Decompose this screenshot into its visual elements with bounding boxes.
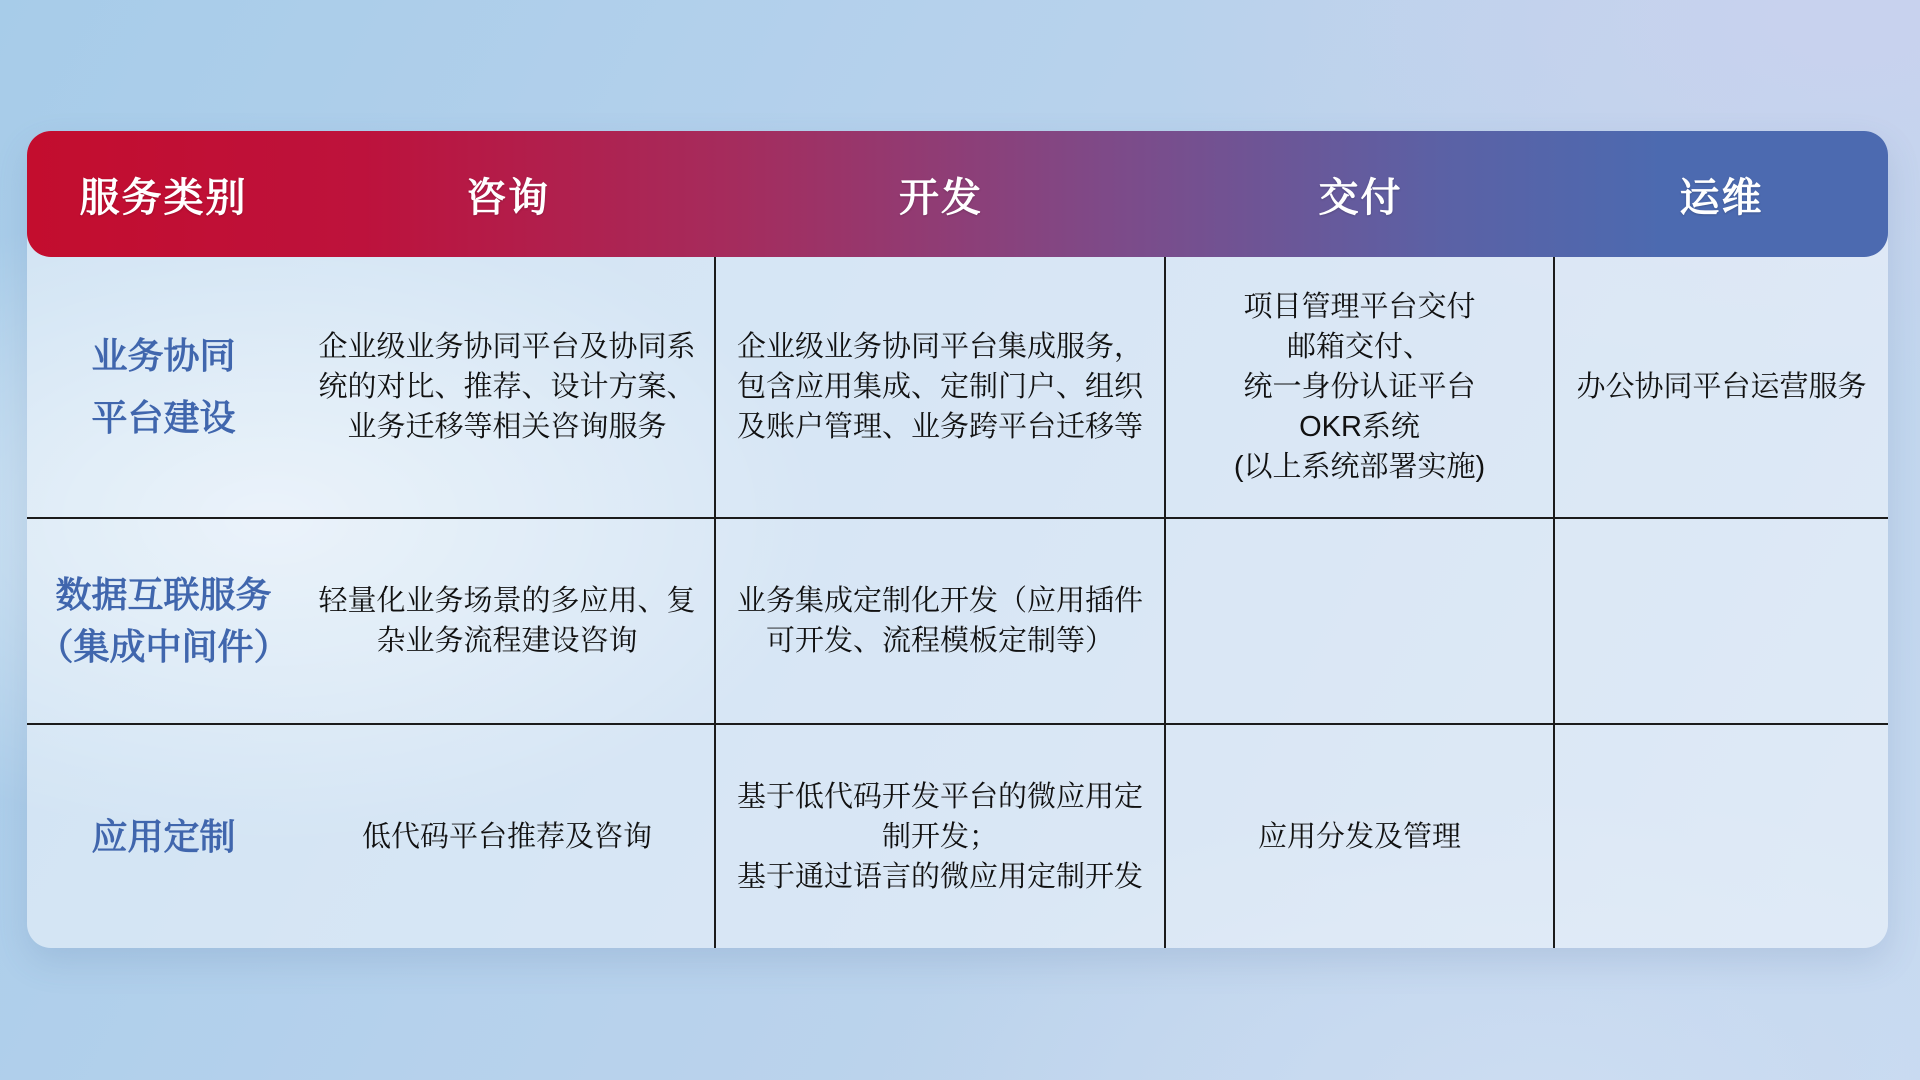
text-line: (以上系统部署实施)	[1233, 451, 1486, 483]
text-line: 低代码平台推荐及咨询	[361, 820, 652, 853]
text-line: 应用定制	[91, 815, 236, 857]
text-line: （集成中间件）	[37, 626, 290, 667]
text-line: 企业级业务协同平台及协同系	[318, 331, 696, 363]
category-cell-app-customization	[27, 723, 300, 948]
text-line: OKR系统	[1299, 411, 1420, 443]
column-header-development: 开发	[899, 175, 983, 220]
text-line: 项目管理平台交付	[1243, 291, 1476, 323]
consulting-cell-row3	[300, 723, 716, 948]
consulting-cell-row2	[300, 517, 716, 723]
operations-cell-row1	[1555, 257, 1888, 517]
text-line: 制开发；	[881, 820, 998, 853]
development-cell-row2	[716, 517, 1166, 723]
text-line: 业务迁移等相关咨询服务	[347, 411, 667, 443]
column-header-delivery: 交付	[1318, 175, 1403, 220]
text-line: 办公协同平台运营服务	[1576, 371, 1867, 403]
service-matrix-table	[27, 131, 1888, 948]
text-line: 业务协同	[91, 335, 236, 376]
column-header-consulting: 咨询	[466, 175, 550, 220]
text-line: 包含应用集成、定制门户、组织	[736, 371, 1143, 403]
text-line: 邮箱交付、	[1286, 331, 1432, 363]
operations-cell-row3	[1555, 723, 1888, 948]
text-line: 基于通过语言的微应用定制开发	[736, 860, 1143, 893]
text-line: 基于低代码开发平台的微应用定	[736, 780, 1143, 813]
text-line: 平台建设	[91, 397, 236, 438]
delivery-cell-row1	[1166, 257, 1555, 517]
operations-cell-row2	[1555, 517, 1888, 723]
text-line: 企业级业务协同平台集成服务，	[736, 331, 1143, 363]
table-header-row	[27, 131, 1888, 257]
text-line: 业务集成定制化开发（应用插件	[736, 585, 1143, 617]
text-line: 数据互联服务	[55, 574, 272, 615]
delivery-cell-row3	[1166, 723, 1555, 948]
text-line: 及账户管理、业务跨平台迁移等	[736, 411, 1143, 443]
category-cell-data-interconnection	[27, 517, 300, 723]
text-line: 可开发、流程模板定制等）	[765, 625, 1114, 657]
delivery-cell-row2	[1166, 517, 1555, 723]
text-line: 统一身份认证平台	[1243, 371, 1476, 403]
development-cell-row1	[716, 257, 1166, 517]
consulting-cell-row1	[300, 257, 716, 517]
text-line: 杂业务流程建设咨询	[376, 625, 638, 657]
column-header-operations: 运维	[1679, 175, 1764, 220]
column-header-service-category: 服务类别	[79, 175, 248, 220]
text-line: 应用分发及管理	[1257, 820, 1461, 853]
table-body	[27, 257, 1888, 948]
text-line: 统的对比、推荐、设计方案、	[318, 371, 696, 403]
category-cell-business-collaboration	[27, 257, 300, 517]
development-cell-row3	[716, 723, 1166, 948]
text-line: 轻量化业务场景的多应用、复	[318, 585, 696, 617]
